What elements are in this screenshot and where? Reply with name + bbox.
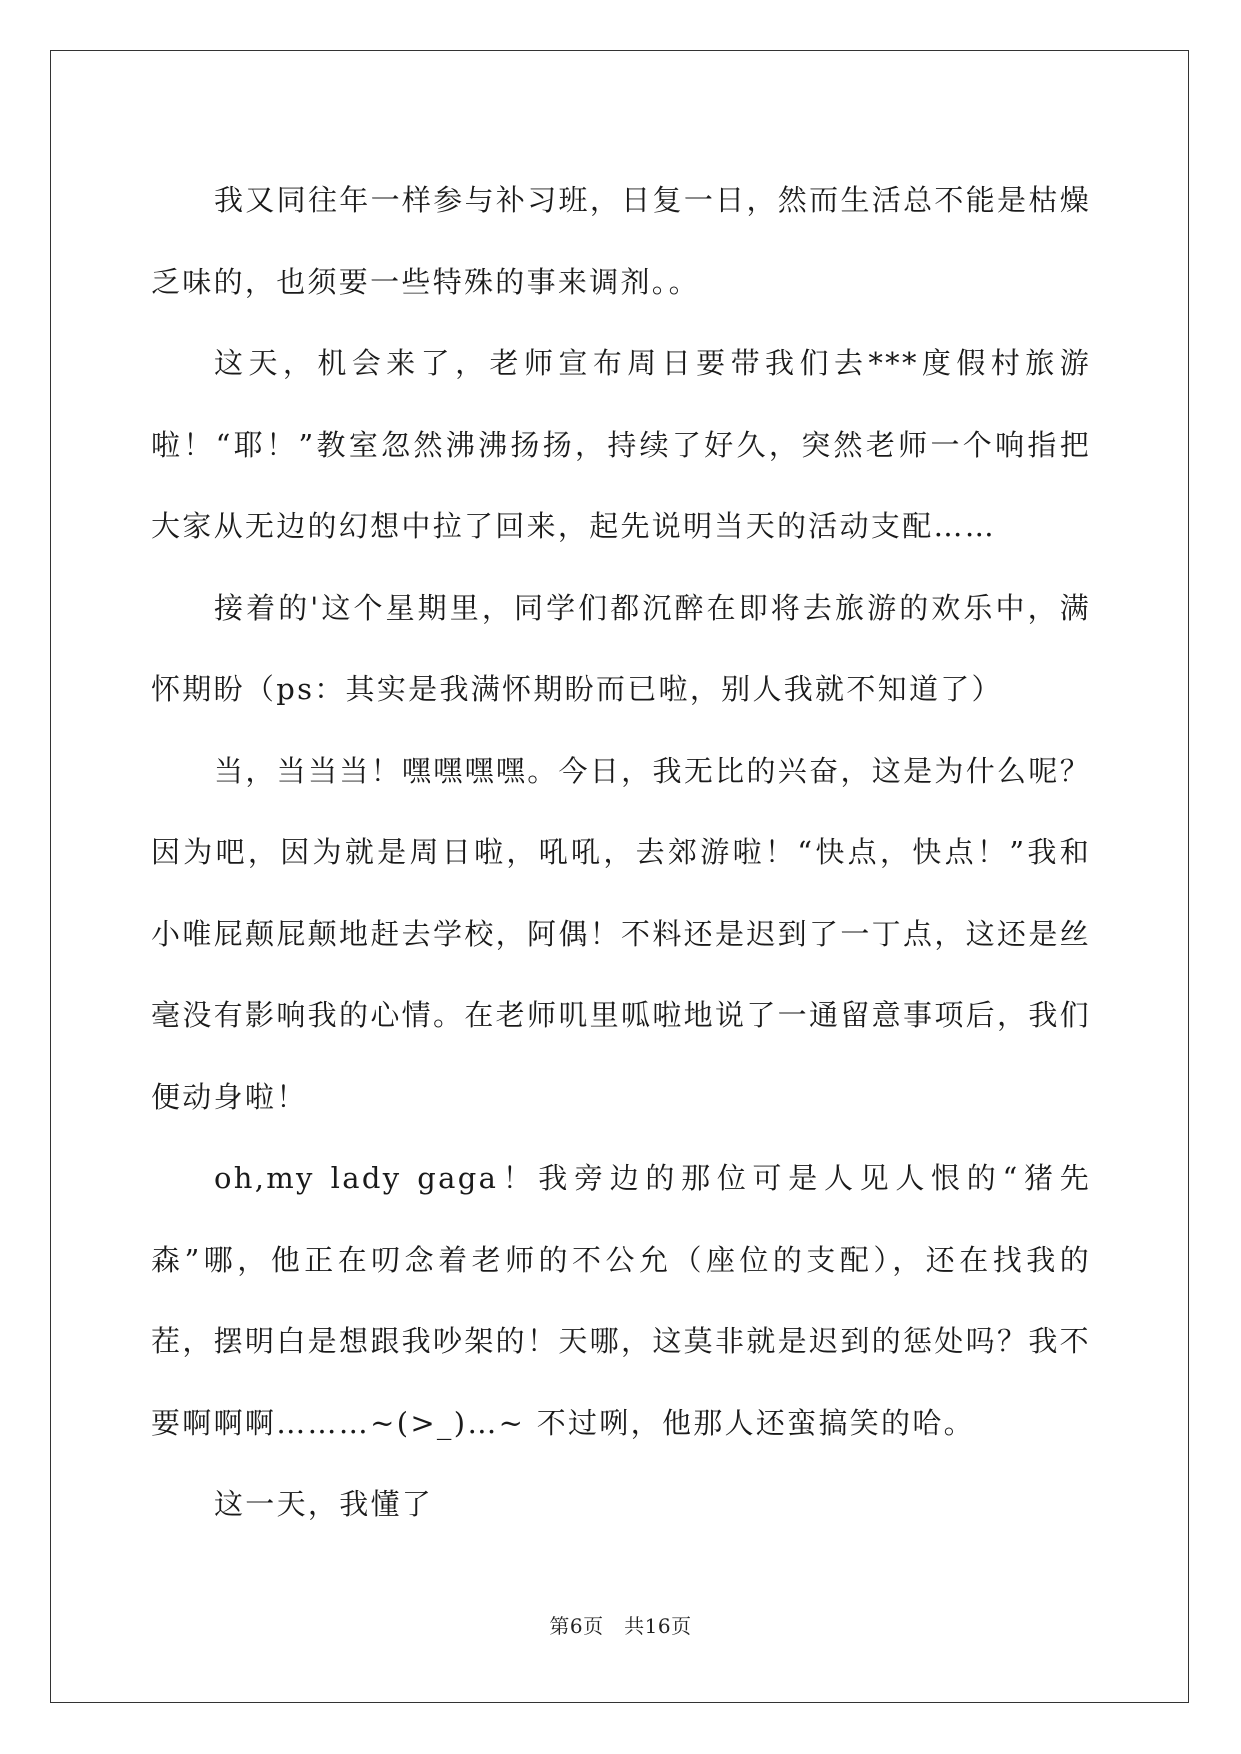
page-number: 第6页 [549,1614,604,1638]
paragraph-5: oh,my lady gaga！我旁边的那位可是人见人恨的“猪先森”哪，他正在叨念着老师的不公允（座位的支配），还在找我的茬，摆明白是想跟我吵架的！天哪，这莫非就是迟到的惩处吗？我不要啊啊啊………~(>_)…~ 不过咧，他那人还蛮搞笑的哈。 [151,1161,1091,1440]
paragraph-4: 当，当当当！嘿嘿嘿嘿。今日，我无比的兴奋，这是为什么呢？因为吧，因为就是周日啦，吼吼，去郊游啦！“快点，快点！”我和小唯屁颠屁颠地赶去学校，阿偶！不料还是迟到了一丁点，这还是丝毫没有影响我的心情。在老师叽里呱啦地说了一通留意事项后，我们便动身啦！ [151,753,1091,1114]
paragraph-3: 接着的'这个星期里，同学们都沉醉在即将去旅游的欢乐中，满怀期盼（ps：其实是我满怀期盼而已啦，别人我就不知道了） [151,590,1091,706]
paragraph-2: 这天，机会来了，老师宣布周日要带我们去***度假村旅游啦！“耶！”教室忽然沸沸扬扬，持续了好久，突然老师一个响指把大家从无边的幻想中拉了回来，起先说明当天的活动支配…… [151,346,1091,543]
document-body [151,160,1091,1546]
page-total: 共16页 [624,1614,692,1638]
paragraph-1: 我又同往年一样参与补习班，日复一日，然而生活总不能是枯燥乏味的，也须要一些特殊的事来调剂。。 [151,183,1091,299]
page-footer [0,1610,1241,1639]
paragraph-6: 这一天，我懂了 [214,1487,434,1521]
